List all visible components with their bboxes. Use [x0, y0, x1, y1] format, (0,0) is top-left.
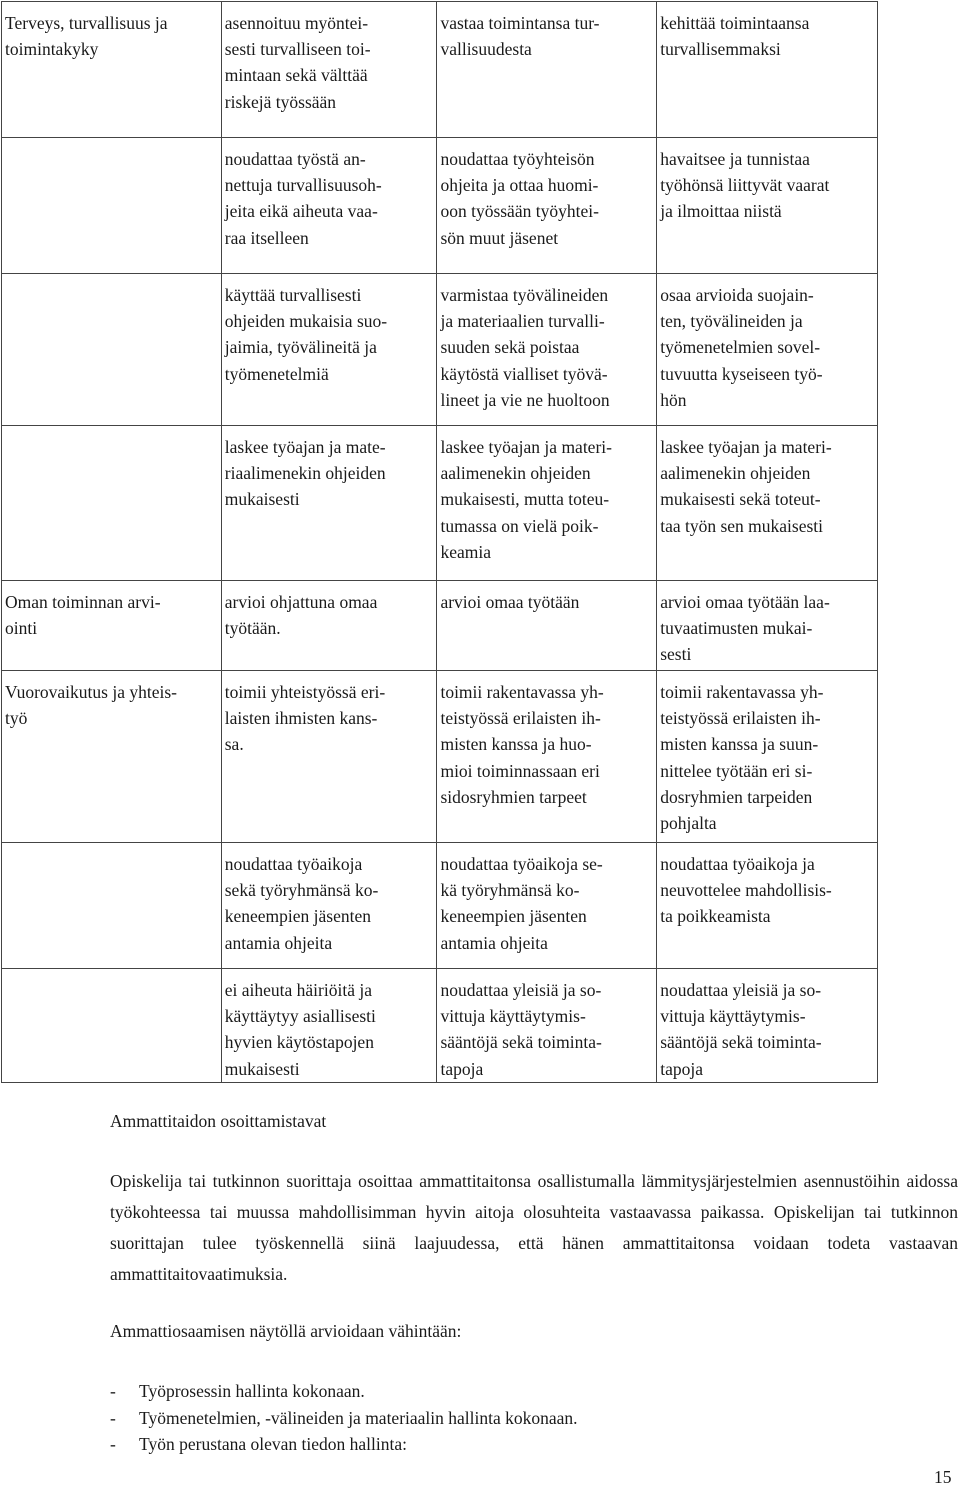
list-marker: -	[110, 1434, 116, 1454]
row-label-cell	[2, 274, 222, 426]
page-number: 15	[934, 1467, 952, 1487]
table-row	[2, 138, 878, 274]
criteria-cell: toimii rakentavassa yh- teistyössä erilaisten ih- misten kanssa ja huo- mioi toiminnassaan eri sidosryhmien tarpeet	[437, 671, 657, 843]
criteria-cell: käyttää turvallisesti ohjeiden mukaisia suo- jaimia, työvälineitä ja työmenetelmiä	[221, 274, 437, 426]
table-row	[2, 2, 878, 138]
assessment-criteria-table	[1, 1, 878, 1083]
row-label-cell	[2, 138, 222, 274]
section-heading: Ammattitaidon osoittamistavat	[110, 1111, 327, 1131]
criteria-cell: toimii yhteistyössä eri- laisten ihmisten kans- sa.	[221, 671, 437, 843]
criteria-cell: arvioi ohjattuna omaa työtään.	[221, 581, 437, 671]
table-row	[2, 671, 878, 843]
criteria-cell: noudattaa työaikoja ja neuvottelee mahdollisis- ta poikkeamista	[657, 843, 878, 969]
list-item-text: Työn perustana olevan tiedon hallinta:	[139, 1434, 408, 1454]
criteria-cell: laskee työajan ja materi- aalimenekin ohjeiden mukaisesti, mutta toteu- tumassa on vielä poik- keamia	[437, 426, 657, 581]
table-row	[2, 426, 878, 581]
criteria-cell: laskee työajan ja materi- aalimenekin ohjeiden mukaisesti sekä toteut- taa työn sen mukaisesti	[657, 426, 878, 581]
table-row	[2, 969, 878, 1083]
criteria-cell: arvioi omaa työtään	[437, 581, 657, 671]
table-row	[2, 843, 878, 969]
criteria-cell: vastaa toimintansa tur- vallisuudesta	[437, 2, 657, 138]
criteria-cell: varmistaa työvälineiden ja materiaalien turvalli- suuden sekä poistaa käytöstä vialliset työvä- lineet ja vie ne huoltoon	[437, 274, 657, 426]
criteria-cell: noudattaa työaikoja sekä työryhmänsä ko- keneempien jäsenten antamia ohjeita	[221, 843, 437, 969]
row-label-cell: Vuorovaikutus ja yhteis- työ	[2, 671, 222, 843]
criteria-cell: laskee työajan ja mate- riaalimenekin ohjeiden mukaisesti	[221, 426, 437, 581]
row-label-cell	[2, 843, 222, 969]
row-label-cell	[2, 426, 222, 581]
criteria-list	[110, 1378, 578, 1458]
list-item	[110, 1405, 578, 1432]
criteria-cell: ei aiheuta häiriöitä ja käyttäytyy asiallisesti hyvien käytöstapojen mukaisesti	[221, 969, 437, 1083]
criteria-cell: noudattaa yleisiä ja so- vittuja käyttäytymis- sääntöjä sekä toiminta- tapoja	[657, 969, 878, 1083]
list-item-text: Työmenetelmien, -välineiden ja materiaalin hallinta kokonaan.	[139, 1407, 578, 1428]
list-item	[110, 1378, 578, 1405]
list-marker: -	[110, 1381, 116, 1401]
table-row	[2, 581, 878, 671]
criteria-cell: havaitsee ja tunnistaa työhönsä liittyvät vaarat ja ilmoittaa niistä	[657, 138, 878, 274]
row-label-cell: Oman toiminnan arvi- ointi	[2, 581, 222, 671]
row-label-cell: Terveys, turvallisuus ja toimintakyky	[2, 2, 222, 138]
criteria-cell: kehittää toimintaansa turvallisemmaksi	[657, 2, 878, 138]
criteria-cell: arvioi omaa työtään laa- tuvaatimusten mukai- sesti	[657, 581, 878, 671]
criteria-cell: noudattaa yleisiä ja so- vittuja käyttäytymis- sääntöjä sekä toiminta- tapoja	[437, 969, 657, 1083]
list-item	[110, 1431, 578, 1458]
row-label-cell	[2, 969, 222, 1083]
criteria-cell: noudattaa työyhteisön ohjeita ja ottaa huomi- oon työssään työyhtei- sön muut jäsenet	[437, 138, 657, 274]
intro-paragraph: Opiskelija tai tutkinnon suorittaja osoittaa ammattitaitonsa osallistumalla lämmitysjärjestelmien asennustöihin aidossa työkohteessa tai muussa mahdollisimman hyvin aitoja olosuhteita vastaavassa paikassa. Opiskelijan tai tutkinnon suorittajan tulee työskennellä siinä laajuudessa, että hänen ammattitaitonsa voidaan todeta vastaavan ammattitaitovaatimuksia.	[110, 1171, 958, 1284]
list-item-text: Työprosessin hallinta kokonaan.	[139, 1381, 365, 1401]
table-row	[2, 274, 878, 426]
criteria-cell: toimii rakentavassa yh- teistyössä erilaisten ih- misten kanssa ja suun- nittelee työtään eri si- dosryhmien tarpeiden pohjalta	[657, 671, 878, 843]
criteria-cell: osaa arvioida suojain- ten, työvälineiden ja työmenetelmien sovel- tuvuutta kyseiseen työ- hön	[657, 274, 878, 426]
criteria-cell: noudattaa työstä an- nettuja turvallisuusoh- jeita eikä aiheuta vaa- raa itselleen	[221, 138, 437, 274]
criteria-cell: asennoituu myöntei- sesti turvalliseen toi- mintaan sekä välttää riskejä työssään	[221, 2, 437, 138]
list-marker: -	[110, 1407, 116, 1428]
criteria-cell: noudattaa työaikoja se- kä työryhmänsä ko- keneempien jäsenten antamia ohjeita	[437, 843, 657, 969]
criteria-heading: Ammattiosaamisen näytöllä arvioidaan vähintään:	[110, 1321, 462, 1341]
